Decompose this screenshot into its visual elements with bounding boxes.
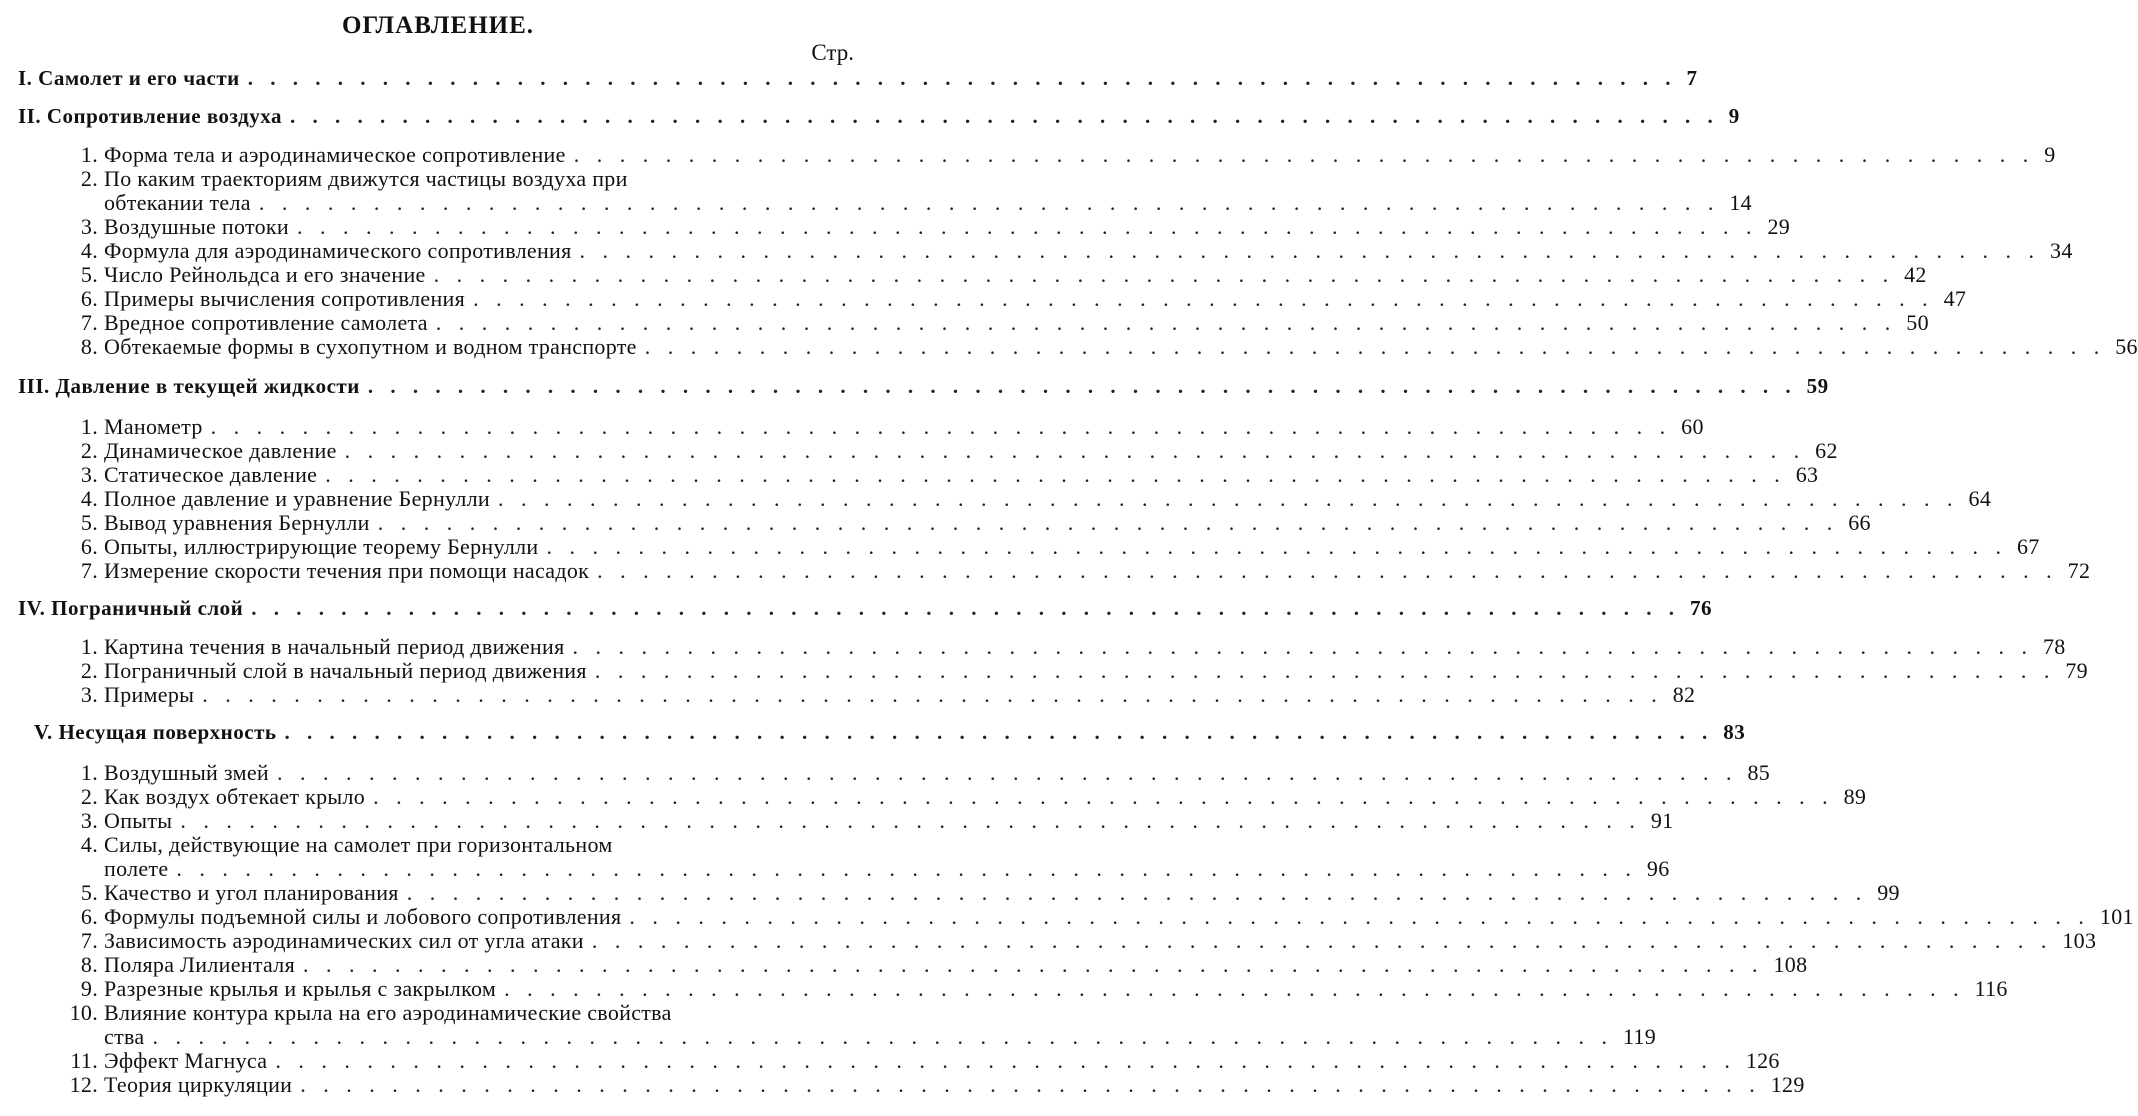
- page-number: 42: [1904, 262, 1927, 287]
- page-number: 126: [1745, 1048, 1780, 1073]
- leader-dots: . . . . . . . . . . . . . . . . . . . . . . . . . . . . . . . . . . . . . . . . . . . . . . . . . . . . . . . . . . . . . . . .: [579, 238, 2041, 263]
- section-number: 8.: [80, 334, 98, 359]
- page-number: 76: [1690, 596, 1713, 620]
- section-title: Динамическое давление: [104, 438, 337, 463]
- section-item: [72, 952, 1808, 978]
- page-number: 82: [1672, 682, 1696, 707]
- leader-dots: . . . . . . . . . . . . . . . . . . . . . . . . . . . . . . . . . . . . . . . . . . . . . . . . . . . . . . . . . . . . . . . .: [202, 682, 1663, 707]
- section-item: [72, 904, 2134, 930]
- section-item: [72, 510, 1871, 536]
- section-title: Картина течения в начальный период движения: [104, 634, 565, 659]
- section-title: Силы, действующие на самолет при горизонтальном: [104, 832, 613, 857]
- section-item: [72, 682, 1696, 708]
- section-number: 7.: [80, 928, 98, 953]
- section-item: [72, 286, 1967, 312]
- page-number: 64: [1968, 486, 1992, 511]
- leader-dots: . . . . . . . . . . . . . . . . . . . . . . . . . . . . . . . . . . . . . . . . . . . . . . . . . . . . . . . . . . . . . . . .: [325, 462, 1786, 487]
- section-item: [72, 238, 2073, 264]
- section-item: [69, 1000, 858, 1026]
- section-number: 3.: [80, 214, 98, 239]
- section-title: Вывод уравнения Бернулли: [104, 510, 370, 535]
- leader-dots: . . . . . . . . . . . . . . . . . . . . . . . . . . . . . . . . . . . . . . . . . . . . . . . . . . . . . . . . . . . . . . . .: [433, 262, 1895, 287]
- leader-dots: . . . . . . . . . . . . . . . . . . . . . . . . . . . . . . . . . . . . . . . . . . . . . . . . . . . . . . . . . . . . . . . .: [629, 904, 2090, 929]
- chapter-2: [18, 104, 1740, 129]
- section-title: Как воздух обтекает крыло: [104, 784, 366, 809]
- section-number: 5.: [80, 880, 98, 905]
- section-title: Качество и угол планирования: [104, 880, 399, 905]
- page-number: 29: [1767, 214, 1791, 239]
- section-title: Форма тела и аэродинамическое сопротивление: [104, 142, 566, 167]
- leader-dots: . . . . . . . . . . . . . . . . . . . . . . . . . . . . . . . . . . . . . . . . . . . . . . . . . . . . . . . . . . . . . . . .: [504, 976, 1965, 1001]
- section-title: Формула для аэродинамического сопротивления: [104, 238, 572, 263]
- page-number: 7: [1686, 66, 1698, 90]
- chapter-title: IV. Пограничный слой: [18, 596, 244, 620]
- section-title: Воздушные потоки: [104, 214, 289, 239]
- page-number: 99: [1877, 880, 1900, 905]
- page-number: 101: [2099, 904, 2134, 929]
- page-number: 34: [2050, 238, 2073, 263]
- section-item: [72, 310, 1929, 336]
- section-item: [72, 214, 1791, 240]
- leader-dots: . . . . . . . . . . . . . . . . . . . . . . . . . . . . . . . . . . . . . . . . . . . . . . . . . . . . . . . . . . . . . . . .: [377, 510, 1839, 535]
- section-title: Зависимость аэродинамических сил от угла атаки: [104, 928, 584, 953]
- section-item: [72, 760, 1771, 786]
- page-number: 63: [1795, 462, 1819, 487]
- section-title: Формулы подъемной силы и лобового сопротивления: [104, 904, 622, 929]
- section-number: 12.: [69, 1072, 98, 1097]
- leader-dots: . . . . . . . . . . . . . . . . . . . . . . . . . . . . . . . . . . . . . . . . . . . . . . . . . . . . . . . . . . . . . . . .: [373, 784, 1834, 809]
- section-number: 3.: [80, 462, 98, 487]
- section-item: [69, 1072, 1805, 1098]
- section-item: [72, 976, 2008, 1002]
- section-item: [70, 1048, 1780, 1074]
- section-number: 3.: [80, 682, 98, 707]
- section-number: 6.: [80, 904, 98, 929]
- leader-dots: . . . . . . . . . . . . . . . . . . . . . . . . . . . . . . . . . . . . . . . . . . . . . . . . . . . . . . . . . . . . . . . .: [258, 190, 1720, 215]
- section-item: [72, 880, 1900, 906]
- section-item: [72, 832, 858, 858]
- section-title-continued: обтекании тела: [104, 190, 251, 215]
- chapter-title: II. Сопротивление воздуха: [18, 104, 282, 128]
- page-number: 56: [2115, 334, 2138, 359]
- section-item: [72, 142, 2056, 168]
- leader-dots: . . . . . . . . . . . . . . . . . . . . . . . . . . . . . . . . . . . . . . . . . . . . . . . . . . . . . . . . . . . . . . . .: [644, 334, 2106, 359]
- section-number: 8.: [80, 952, 98, 977]
- page-number: 59: [1806, 374, 1829, 398]
- chapter-title: V. Несущая поверхность: [34, 720, 277, 744]
- chapter-3: [18, 374, 1829, 399]
- page-number: 14: [1729, 190, 1752, 215]
- section-number: 11.: [70, 1048, 98, 1073]
- section-number: 2.: [80, 166, 98, 191]
- page-number: 91: [1650, 808, 1674, 833]
- page-number: 47: [1943, 286, 1967, 311]
- leader-dots: . . . . . . . . . . . . . . . . . . . . . . . . . . . . . . . . . . . . . . . . . . . . . . . . . . . . . . . . . . . . . . . .: [435, 310, 1897, 335]
- section-item: [72, 658, 2088, 684]
- leader-dots: . . . . . . . . . . . . . . . . . . . . . . . . . . . . . . . . . . . . . . . . . . . . . . . . . . . . . . . . . . . . . . . .: [275, 1048, 1736, 1073]
- section-title: Поляра Лилиенталя: [104, 952, 295, 977]
- page-number: 67: [2016, 534, 2040, 559]
- section-number: 10.: [69, 1000, 98, 1025]
- leader-dots: . . . . . . . . . . . . . . . . . . . . . . . . . . . . . . . . . . . . . . . . . . . . . . . . . . . . . . . . . . . . . . . .: [210, 414, 1672, 439]
- leader-dots: . . . . . . . . . . . . . . . . . . . . . . . . . . . . . . . . . . . . . . . . . . . . . . . . . . . . . . . . . . . . . . . .: [498, 486, 1959, 511]
- page-title: ОГЛАВЛЕНИЕ.: [341, 12, 535, 39]
- section-continuation: [104, 190, 1752, 216]
- section-title: Пограничный слой в начальный период движения: [104, 658, 587, 683]
- section-number: 2.: [80, 784, 98, 809]
- section-number: 6.: [80, 534, 98, 559]
- leader-dots: . . . . . . . . . . . . . . . . . . . . . . . . . . . . . . . . . . . . . . . . . . . . . . . . . . . . . . . . . . . . . . . .: [276, 760, 1738, 785]
- section-item: [72, 928, 2097, 954]
- leader-dots: . . . . . . . . . . . . . . . . . . . . . . . . . . . . . . . . . . . . . . . . . . . . . . . . . . . . . . . . . . . . . . . .: [152, 1024, 1613, 1049]
- section-item: [72, 462, 1819, 488]
- page-number: 60: [1681, 414, 1704, 439]
- leader-dots: . . . . . . . . . . . . . . . . . . . . . . . . . . . . . . . . . . . . . . . . . . . . . . . . . . . . . . . . . . . . . . . .: [297, 214, 1758, 239]
- section-item: [72, 262, 1927, 288]
- section-title: Манометр: [104, 414, 203, 439]
- leader-dots: . . . . . . . . . . . . . . . . . . . . . . . . . . . . . . . . . . . . . . . . . . . . . . . . . . . . . . . . . . . . . . . .: [300, 1072, 1761, 1097]
- section-item: [72, 634, 2066, 660]
- section-title: Измерение скорости течения при помощи насадок: [104, 558, 590, 583]
- section-title: Опыты, иллюстрирующие теорему Бернулли: [104, 534, 539, 559]
- chapter-5: [34, 720, 1746, 745]
- page-number: 119: [1622, 1024, 1657, 1049]
- page-number: 96: [1646, 856, 1670, 881]
- section-number: 5.: [80, 510, 98, 535]
- page-number: 66: [1848, 510, 1871, 535]
- section-number: 4.: [80, 486, 98, 511]
- leader-dots: . . . . . . . . . . . . . . . . . . . . . . . . . . . . . . . . . . . . . . . . . . . . . . . . . . . . . . . . . . . . . . . .: [251, 596, 1681, 620]
- section-item: [72, 438, 1838, 464]
- leader-dots: . . . . . . . . . . . . . . . . . . . . . . . . . . . . . . . . . . . . . . . . . . . . . . . . . . . . . . . . . . . . . . . .: [546, 534, 2007, 559]
- section-title: Примеры: [104, 682, 195, 707]
- section-item: [72, 808, 1674, 834]
- leader-dots: . . . . . . . . . . . . . . . . . . . . . . . . . . . . . . . . . . . . . . . . . . . . . . . . . . . . . . . . . . . . . . . .: [176, 856, 1637, 881]
- page-number: 85: [1747, 760, 1771, 785]
- section-number: 9.: [80, 976, 98, 1001]
- section-number: 3.: [80, 808, 98, 833]
- leader-dots: . . . . . . . . . . . . . . . . . . . . . . . . . . . . . . . . . . . . . . . . . . . . . . . . . . . . . . . . . . . . . . . .: [573, 142, 2035, 167]
- section-title: Разрезные крылья и крылья с закрылком: [104, 976, 497, 1001]
- section-number: 2.: [80, 658, 98, 683]
- section-continuation: [104, 856, 1670, 882]
- section-title: Число Рейнольдса и его значение: [104, 262, 426, 287]
- page-number: 62: [1815, 438, 1838, 463]
- chapter-1: [18, 66, 1698, 91]
- section-number: 1.: [80, 414, 98, 439]
- section-title: Влияние контура крыла на его аэродинамические свойства: [104, 1000, 672, 1025]
- page-number: 79: [2065, 658, 2088, 683]
- section-title: Примеры вычисления сопротивления: [104, 286, 466, 311]
- section-item: [72, 558, 2091, 584]
- section-number: 1.: [80, 634, 98, 659]
- section-title-continued: полете: [104, 856, 169, 881]
- section-title: Эффект Магнуса: [104, 1048, 268, 1073]
- page-number: 72: [2067, 558, 2091, 583]
- leader-dots: . . . . . . . . . . . . . . . . . . . . . . . . . . . . . . . . . . . . . . . . . . . . . . . . . . . . . . . . . . . . . . . .: [594, 658, 2056, 683]
- section-number: 7.: [80, 310, 98, 335]
- chapter-title: I. Самолет и его части: [18, 66, 240, 90]
- leader-dots: . . . . . . . . . . . . . . . . . . . . . . . . . . . . . . . . . . . . . . . . . . . . . . . . . . . . . . . . . . . . . . . .: [289, 104, 1719, 128]
- section-number: 4.: [80, 238, 98, 263]
- page-column-header: Стр.: [811, 40, 854, 65]
- leader-dots: . . . . . . . . . . . . . . . . . . . . . . . . . . . . . . . . . . . . . . . . . . . . . . . . . . . . . . . . . . . . . . . .: [406, 880, 1868, 905]
- page-number: 108: [1773, 952, 1808, 977]
- section-item: [72, 784, 1867, 810]
- leader-dots: . . . . . . . . . . . . . . . . . . . . . . . . . . . . . . . . . . . . . . . . . . . . . . . . . . . . . . . . . . . . . . . .: [572, 634, 2033, 659]
- section-item: [72, 486, 1992, 512]
- section-title: По каким траекториям движутся частицы воздуха при: [104, 166, 628, 191]
- leader-dots: . . . . . . . . . . . . . . . . . . . . . . . . . . . . . . . . . . . . . . . . . . . . . . . . . . . . . . . . . . . . . . . .: [597, 558, 2058, 583]
- section-item: [72, 534, 2040, 560]
- section-number: 2.: [80, 438, 98, 463]
- section-number: 7.: [80, 558, 98, 583]
- page-number: 9: [1728, 104, 1740, 128]
- section-title-continued: ства: [104, 1024, 145, 1049]
- section-title: Статическое давление: [104, 462, 318, 487]
- leader-dots: . . . . . . . . . . . . . . . . . . . . . . . . . . . . . . . . . . . . . . . . . . . . . . . . . . . . . . . . . . . . . . . .: [180, 808, 1641, 833]
- section-number: 6.: [80, 286, 98, 311]
- section-number: 1.: [80, 760, 98, 785]
- leader-dots: . . . . . . . . . . . . . . . . . . . . . . . . . . . . . . . . . . . . . . . . . . . . . . . . . . . . . . . . . . . . . . . .: [247, 66, 1677, 90]
- page-number: 129: [1770, 1072, 1805, 1097]
- section-item: [72, 334, 2138, 360]
- section-item: [72, 414, 1704, 440]
- page-number: 50: [1906, 310, 1929, 335]
- leader-dots: . . . . . . . . . . . . . . . . . . . . . . . . . . . . . . . . . . . . . . . . . . . . . . . . . . . . . . . . . . . . . . . .: [367, 374, 1797, 398]
- leader-dots: . . . . . . . . . . . . . . . . . . . . . . . . . . . . . . . . . . . . . . . . . . . . . . . . . . . . . . . . . . . . . . . .: [284, 720, 1714, 744]
- leader-dots: . . . . . . . . . . . . . . . . . . . . . . . . . . . . . . . . . . . . . . . . . . . . . . . . . . . . . . . . . . . . . . . .: [344, 438, 1806, 463]
- section-continuation: [104, 1024, 1657, 1050]
- page-number: 83: [1723, 720, 1746, 744]
- section-number: 1.: [80, 142, 98, 167]
- section-title: Теория циркуляции: [104, 1072, 293, 1097]
- page-number: 116: [1974, 976, 2008, 1001]
- page-number: 9: [2044, 142, 2056, 167]
- section-title: Воздушный змей: [104, 760, 269, 785]
- chapter-title: III. Давление в текущей жидкости: [18, 374, 360, 398]
- page-number: 89: [1843, 784, 1867, 809]
- section-title: Обтекаемые формы в сухопутном и водном транспорте: [104, 334, 637, 359]
- page-number: 103: [2062, 928, 2097, 953]
- section-title: Опыты: [104, 808, 173, 833]
- section-number: 5.: [80, 262, 98, 287]
- leader-dots: . . . . . . . . . . . . . . . . . . . . . . . . . . . . . . . . . . . . . . . . . . . . . . . . . . . . . . . . . . . . . . . .: [302, 952, 1764, 977]
- leader-dots: . . . . . . . . . . . . . . . . . . . . . . . . . . . . . . . . . . . . . . . . . . . . . . . . . . . . . . . . . . . . . . . .: [473, 286, 1934, 311]
- section-title: Полное давление и уравнение Бернулли: [104, 486, 491, 511]
- section-item: [72, 166, 858, 192]
- section-number: 4.: [80, 832, 98, 857]
- section-title: Вредное сопротивление самолета: [104, 310, 428, 335]
- leader-dots: . . . . . . . . . . . . . . . . . . . . . . . . . . . . . . . . . . . . . . . . . . . . . . . . . . . . . . . . . . . . . . . .: [591, 928, 2053, 953]
- page-number: 78: [2042, 634, 2066, 659]
- chapter-4: [18, 596, 1713, 621]
